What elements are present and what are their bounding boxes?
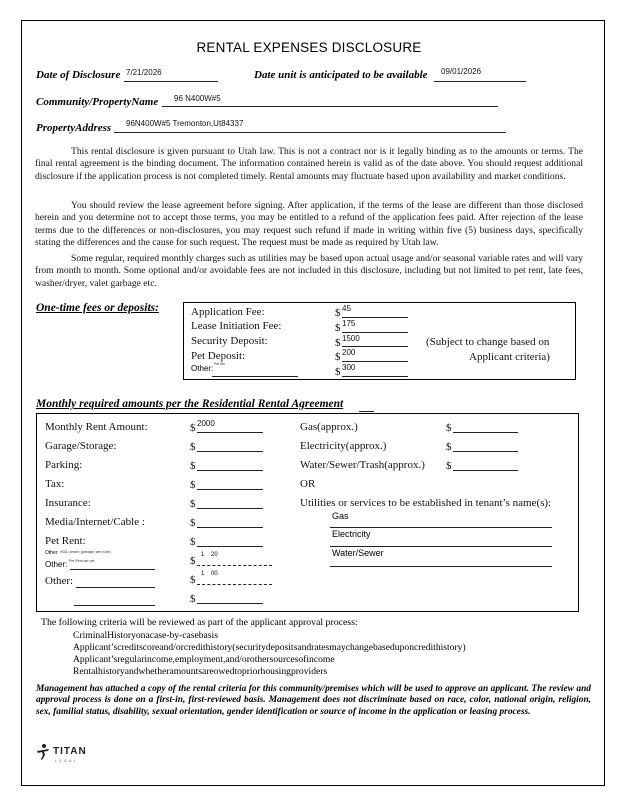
tax-label: Tax:	[45, 478, 65, 490]
dollar-sign: $	[190, 460, 196, 472]
amount-line	[197, 451, 263, 452]
dollar-sign: $	[335, 337, 341, 349]
date-of-disclosure-value[interactable]: 7/21/2026	[126, 68, 162, 77]
date-of-disclosure-line	[124, 81, 218, 82]
other-3-value-prefix: 1	[201, 571, 205, 577]
dollar-sign: $	[190, 593, 196, 605]
parking-label: Parking:	[45, 459, 83, 471]
monthly-rent-label: Monthly Rent Amount:	[45, 421, 148, 433]
other-fee-line	[212, 376, 298, 377]
monthly-heading-tail	[359, 411, 374, 412]
other-2-value-prefix: 1	[201, 552, 205, 558]
utility-amount-line	[453, 432, 518, 433]
gas-label: Gas(approx.)	[300, 421, 358, 433]
tenant-utility-line	[330, 566, 552, 567]
pet-rent-label: Pet Rent:	[45, 535, 86, 547]
onetime-heading: One-time fees or deposits:	[36, 302, 159, 314]
address-label: PropertyAddress	[36, 122, 112, 134]
amount-line	[197, 508, 263, 509]
utility-amount-line	[453, 470, 518, 471]
lease-initiation-fee-value[interactable]: 175	[342, 319, 356, 328]
application-fee-label: Application Fee:	[191, 306, 265, 318]
dollar-sign: $	[190, 479, 196, 491]
other-2-label: Other:	[45, 560, 68, 569]
media-internet-cable-label: Media/Internet/Cable :	[45, 516, 145, 528]
titan-logo-text: TITAN	[53, 746, 87, 757]
criteria-intro: The following criteria will be reviewed as part of the applicant approval process:	[41, 617, 358, 628]
tenant-utility-electricity[interactable]: Electricity	[332, 529, 371, 539]
disclosure-paragraph-3: Some regular, required monthly charges such as utilities may be based upon actual usage and/or seasonal variable rates and will vary from month to month. Some optional and/or avoidable fees are not included in this disclosure, including but not limited to pet rent, late fees, washer/dryer, valet garbage etc.	[35, 253, 583, 289]
fee-line	[342, 376, 408, 377]
amount-line	[197, 527, 263, 528]
community-label: Community/PropertyName	[36, 96, 159, 108]
security-deposit-value[interactable]: 1500	[342, 334, 360, 343]
other-2-note: Pet Rent per pet	[69, 559, 95, 563]
tenant-utilities-label: Utilities or services to be established in tenant’s name(s):	[300, 497, 552, 509]
criteria-item: Applicant’screditscoreand/orcredithistory(securitydepositsandratesmaychangebaseduponcredithistory)	[73, 642, 466, 653]
disclosure-paragraph-1: This rental disclosure is given pursuant to Utah law. This is not a contract nor is it legally binding as to the amounts or terms. The final rental agreement is the binding document. The information contained herein is valid as of the date above. You should request additional disclosure if the application process is not completed timely. Rental amounts may fluctuate based upon availability and market conditions.	[35, 146, 583, 182]
fee-line	[342, 332, 408, 333]
fee-line	[342, 346, 408, 347]
water-sewer-trash-label: Water/Sewer/Trash(approx.)	[300, 459, 425, 471]
subject-note-line-2: Applicant criteria)	[469, 351, 550, 363]
community-value[interactable]: 96 N400W#5	[174, 94, 221, 103]
available-date-value[interactable]: 09/01/2026	[441, 67, 482, 76]
other-3-line	[76, 587, 155, 588]
dollar-sign: $	[190, 441, 196, 453]
dollar-sign: $	[446, 422, 452, 434]
insurance-label: Insurance:	[45, 497, 91, 509]
lease-initiation-fee-label: Lease Initiation Fee:	[191, 320, 282, 332]
disclosure-paragraph-2: You should review the lease agreement before signing. After application, if the terms of the lease are different than those disclosed herein and you determine not to accept those terms, you may be entitled to a refund of the application fees paid. After rejection of the lease terms due to the differences or non-disclosures, you may request such refund if made in writing within five (5) business days, specifically stating the differences and the cause for such request. The request must be made as required by Utah law.	[35, 200, 583, 248]
available-date-label: Date unit is anticipated to be available	[254, 69, 428, 81]
monthly-heading: Monthly required amounts per the Residential Rental Agreement	[36, 398, 344, 410]
application-fee-value[interactable]: 45	[342, 304, 351, 313]
criteria-item: CriminalHistoryonacase-by-casebasis	[73, 630, 218, 641]
dollar-sign: $	[190, 498, 196, 510]
tenant-utility-line	[330, 546, 552, 547]
amount-line	[197, 603, 263, 604]
tenant-utility-water-sewer[interactable]: Water/Sewer	[332, 548, 384, 558]
monthly-rent-value[interactable]: 2000	[197, 419, 215, 428]
tenant-utility-gas[interactable]: Gas	[332, 511, 349, 521]
or-label: OR	[300, 478, 316, 490]
dollar-sign: $	[190, 517, 196, 529]
electricity-label: Electricity(approx.)	[300, 440, 387, 452]
management-statement: Management has attached a copy of the rental criteria for this community/premises which will be used to approve an applicant. The review and approval process is done on a first-in, first-reviewed basis. Management does not discriminate based on race, color, national origin, religion, sex, familial status, disability, sexual orientation, gender identification or source of income in the application or leasing process.	[36, 684, 591, 717]
amount-line	[197, 584, 272, 585]
amount-line	[197, 432, 263, 433]
dollar-sign: $	[446, 441, 452, 453]
dollar-sign: $	[335, 366, 341, 378]
pet-deposit-label: Pet Deposit:	[191, 350, 246, 362]
date-of-disclosure-label: Date of Disclosure	[36, 69, 121, 81]
utility-amount-line	[453, 451, 518, 452]
other-fee-value[interactable]: 300	[342, 363, 356, 372]
amount-line	[197, 546, 263, 547]
address-value[interactable]: 96N400W#5 Tremonton,Ut84337	[126, 119, 244, 128]
dollar-sign: $	[190, 574, 196, 586]
other-1-note: HOA; sewer; garbage; see notes	[60, 550, 111, 554]
other-4-line	[74, 605, 155, 606]
dollar-sign: $	[190, 536, 196, 548]
security-deposit-label: Security Deposit:	[191, 335, 268, 347]
dollar-sign: $	[335, 322, 341, 334]
criteria-item: Rentalhistoryandwhetheramountsareowedtopriorhousingproviders	[73, 666, 328, 677]
other-3-value[interactable]: 00	[211, 571, 218, 577]
fee-line	[342, 317, 408, 318]
amount-line	[197, 565, 272, 566]
dollar-sign: $	[335, 351, 341, 363]
fee-line	[342, 361, 408, 362]
address-line	[114, 132, 506, 133]
criteria-item: Applicant’sregularincome,employment,and/orothersourcesofincome	[73, 654, 335, 665]
garage-storage-label: Garage/Storage:	[45, 440, 117, 452]
document-title: RENTAL EXPENSES DISCLOSURE	[196, 40, 422, 55]
titan-logo-subtext: LEGAL	[55, 758, 78, 763]
community-line	[162, 106, 498, 107]
other-fee-label: Other:	[191, 364, 214, 373]
dollar-sign: $	[190, 555, 196, 567]
subject-note-line-1: (Subject to change based on	[426, 336, 550, 348]
amount-line	[197, 470, 263, 471]
other-2-value[interactable]: 20	[211, 552, 218, 558]
titan-logo-icon	[35, 743, 51, 761]
available-date-line	[434, 81, 526, 82]
other-1-label: Other	[45, 550, 58, 556]
tenant-utility-line	[330, 527, 552, 528]
dollar-sign: $	[335, 307, 341, 319]
other-2-line	[70, 569, 155, 570]
amount-line	[197, 489, 263, 490]
dollar-sign: $	[190, 422, 196, 434]
pet-deposit-value[interactable]: 200	[342, 348, 356, 357]
dollar-sign: $	[446, 460, 452, 472]
other-3-label: Other:	[45, 575, 74, 587]
other-fee-note: Pet fee	[214, 362, 226, 366]
